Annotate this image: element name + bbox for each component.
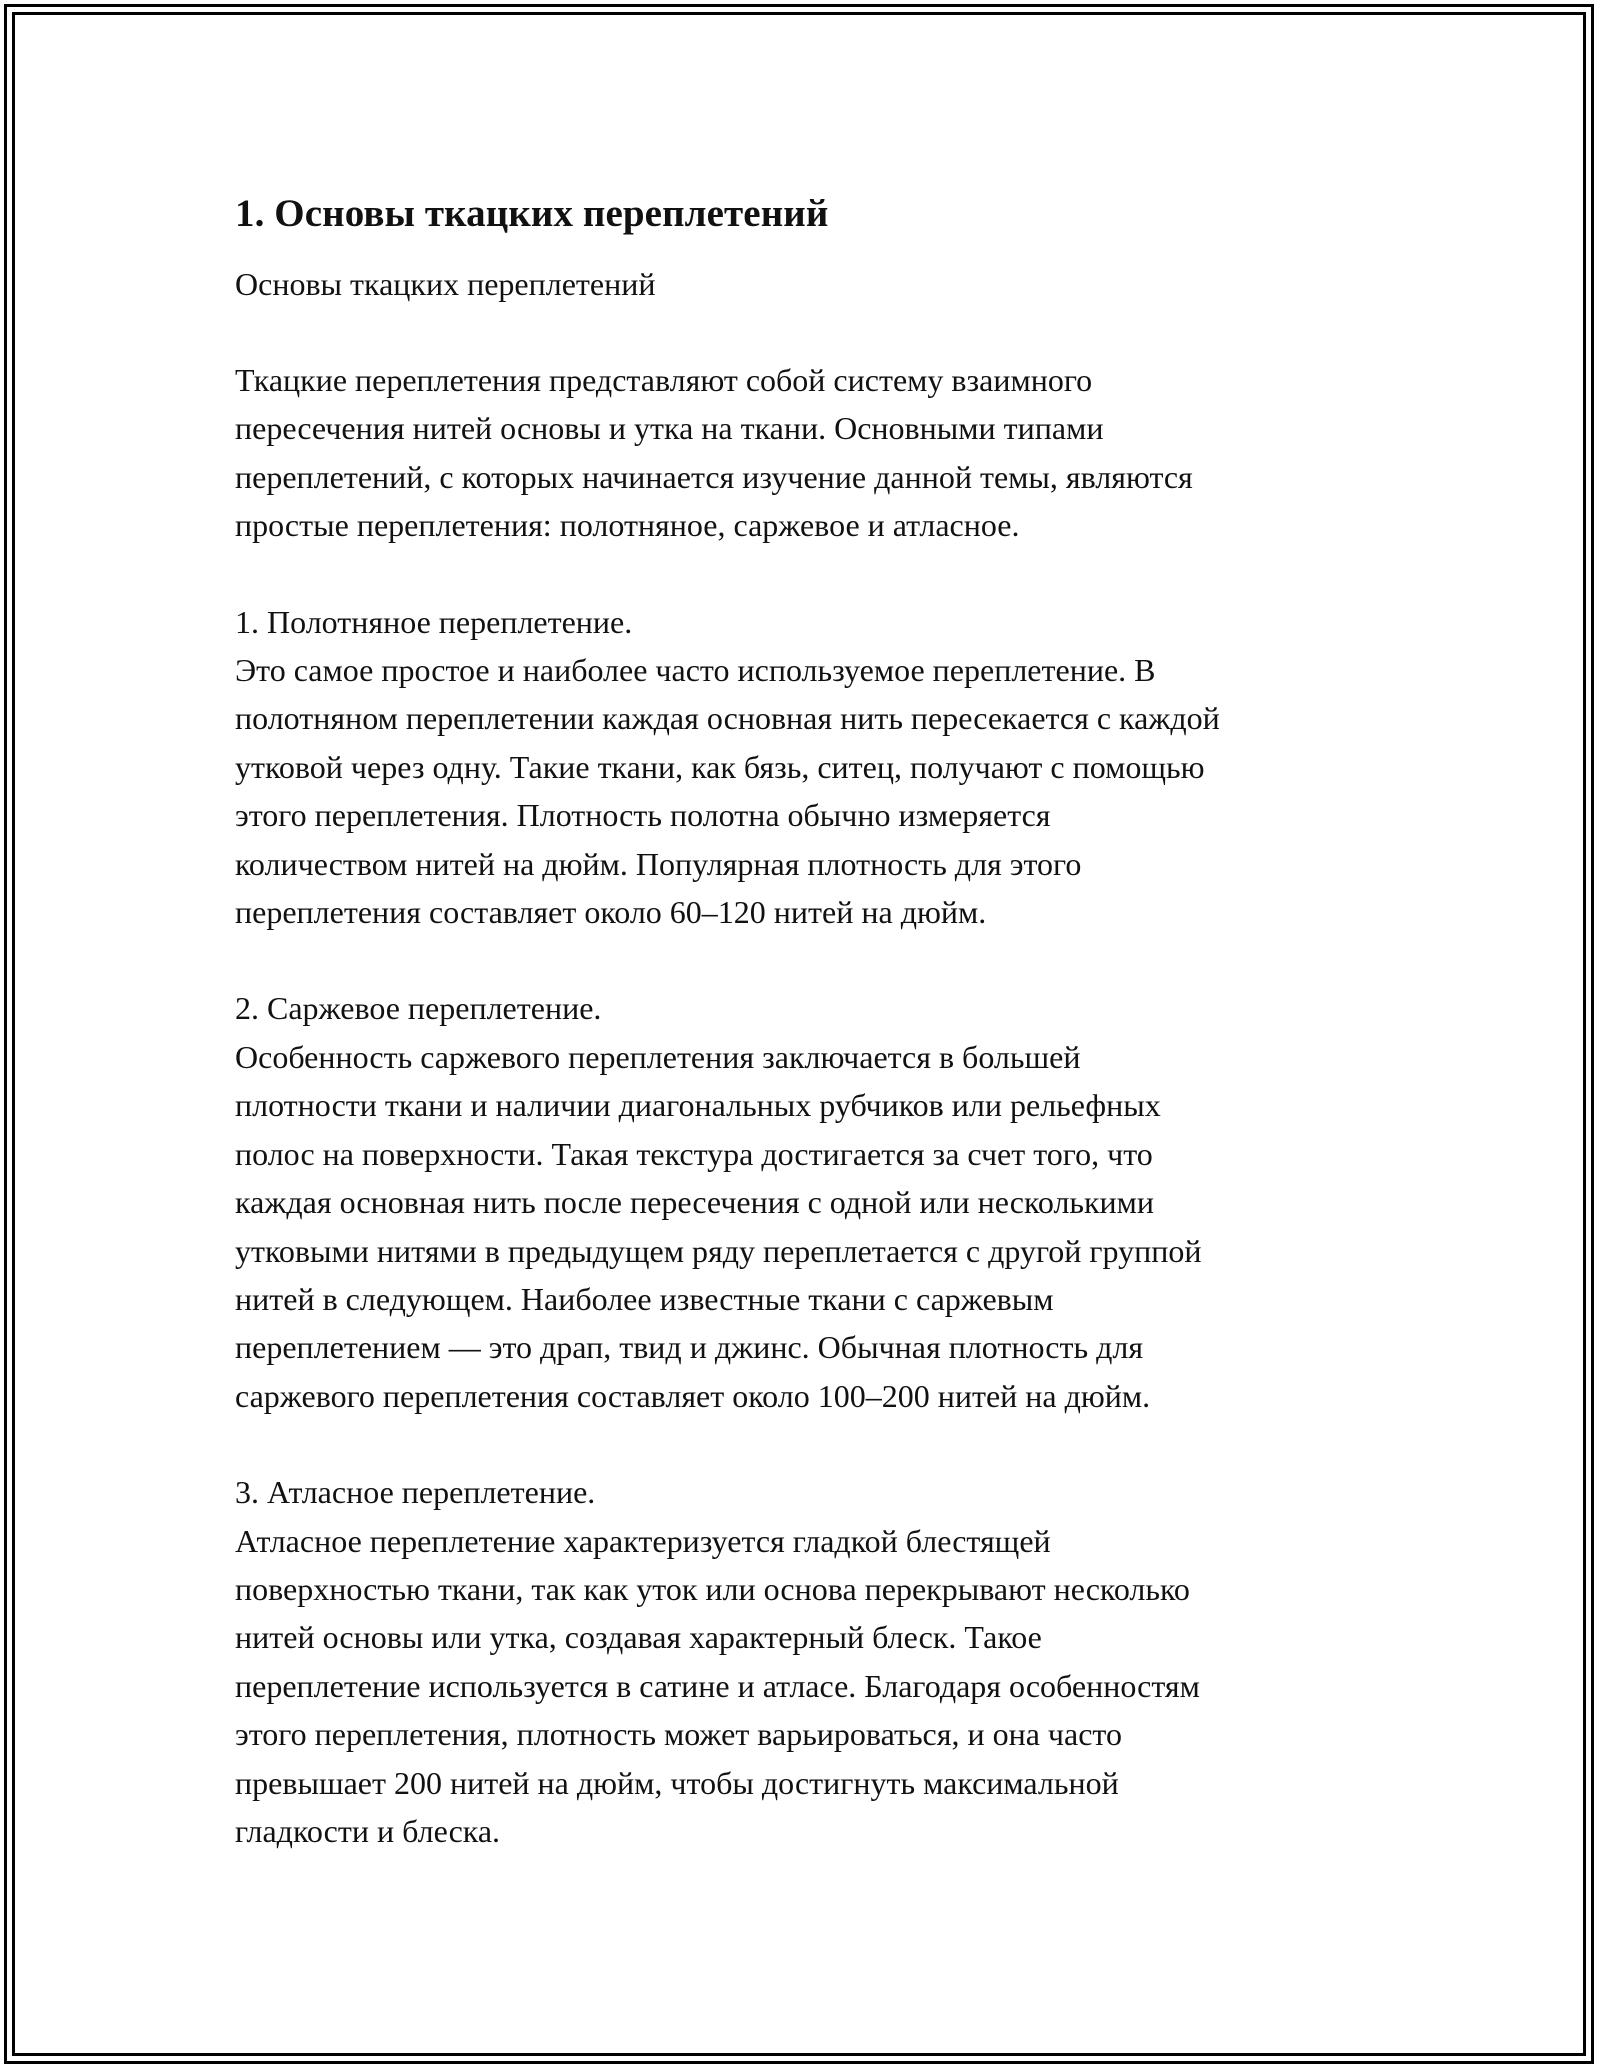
text-line: переплетения составляет около 60–120 нитей на дюйм. [235, 894, 987, 931]
section-satin-weave [235, 1468, 1395, 1855]
text-line: утковыми нитями в предыдущем ряду переплетается с другой группой [235, 1232, 1202, 1269]
text-line: Это самое простое и наиболее часто используемое переплетение. В [235, 652, 1156, 689]
text-line: простые переплетения: полотняное, саржевое и атласное. [235, 507, 1020, 544]
text-line: саржевого переплетения составляет около 100–200 нитей на дюйм. [235, 1377, 1151, 1414]
text-line: полотняном переплетении каждая основная нить пересекается с каждой [235, 700, 1220, 737]
text-line: количеством нитей на дюйм. Популярная плотность для этого [235, 845, 1082, 882]
text-line: утковой через одну. Такие ткани, как бязь, ситец, получают с помощью [235, 748, 1205, 785]
text-line: этого переплетения. Плотность полотна обычно измеряется [235, 797, 1051, 834]
document-subtitle: Основы ткацких переплетений [235, 266, 656, 302]
section-body [235, 1033, 1395, 1420]
section-title: 2. Саржевое переплетение. [235, 990, 602, 1027]
section-plain-weave [235, 598, 1395, 937]
section-body [235, 646, 1395, 936]
text-line: переплетений, с которых начинается изучение данной темы, являются [235, 458, 1193, 495]
text-line: Особенность саржевого переплетения заключается в большей [235, 1038, 1081, 1075]
section-title: 1. Полотняное переплетение. [235, 603, 633, 640]
text-line: нитей в следующем. Наиболее известные ткани с саржевым [235, 1280, 1054, 1317]
section-body [235, 1517, 1395, 1856]
text-line: каждая основная нить после пересечения с одной или несколькими [235, 1184, 1155, 1221]
text-line: этого переплетения, плотность может варьироваться, и она часто [235, 1716, 1122, 1753]
text-line: переплетение используется в сатине и атласе. Благодаря особенностям [235, 1667, 1200, 1704]
document-body [235, 188, 1395, 1855]
text-line: поверхностью ткани, так как уток или основа перекрывают несколько [235, 1570, 1190, 1607]
intro-paragraph [235, 356, 1395, 550]
text-line: Атласное переплетение характеризуется гладкой блестящей [235, 1522, 1051, 1559]
text-line: гладкости и блеска. [235, 1812, 501, 1849]
section-twill-weave [235, 984, 1395, 1420]
text-line: переплетением — это драп, твид и джинс. Обычная плотность для [235, 1329, 1144, 1366]
section-title: 3. Атласное переплетение. [235, 1474, 596, 1511]
text-line: превышает 200 нитей на дюйм, чтобы достигнуть максимальной [235, 1764, 1119, 1801]
text-line: Ткацкие переплетения представляют собой систему взаимного [235, 362, 1093, 398]
text-line: полос на поверхности. Такая текстура достигается за счет того, что [235, 1135, 1153, 1172]
text-line: нитей основы или утка, создавая характерный блеск. Такое [235, 1619, 1042, 1656]
text-line: плотности ткани и наличии диагональных рубчиков или рельефных [235, 1087, 1161, 1124]
text-line: пересечения нитей основы и утка на ткани. Основными типами [235, 410, 1104, 447]
document-heading: 1. Основы ткацких переплетений [235, 192, 829, 235]
